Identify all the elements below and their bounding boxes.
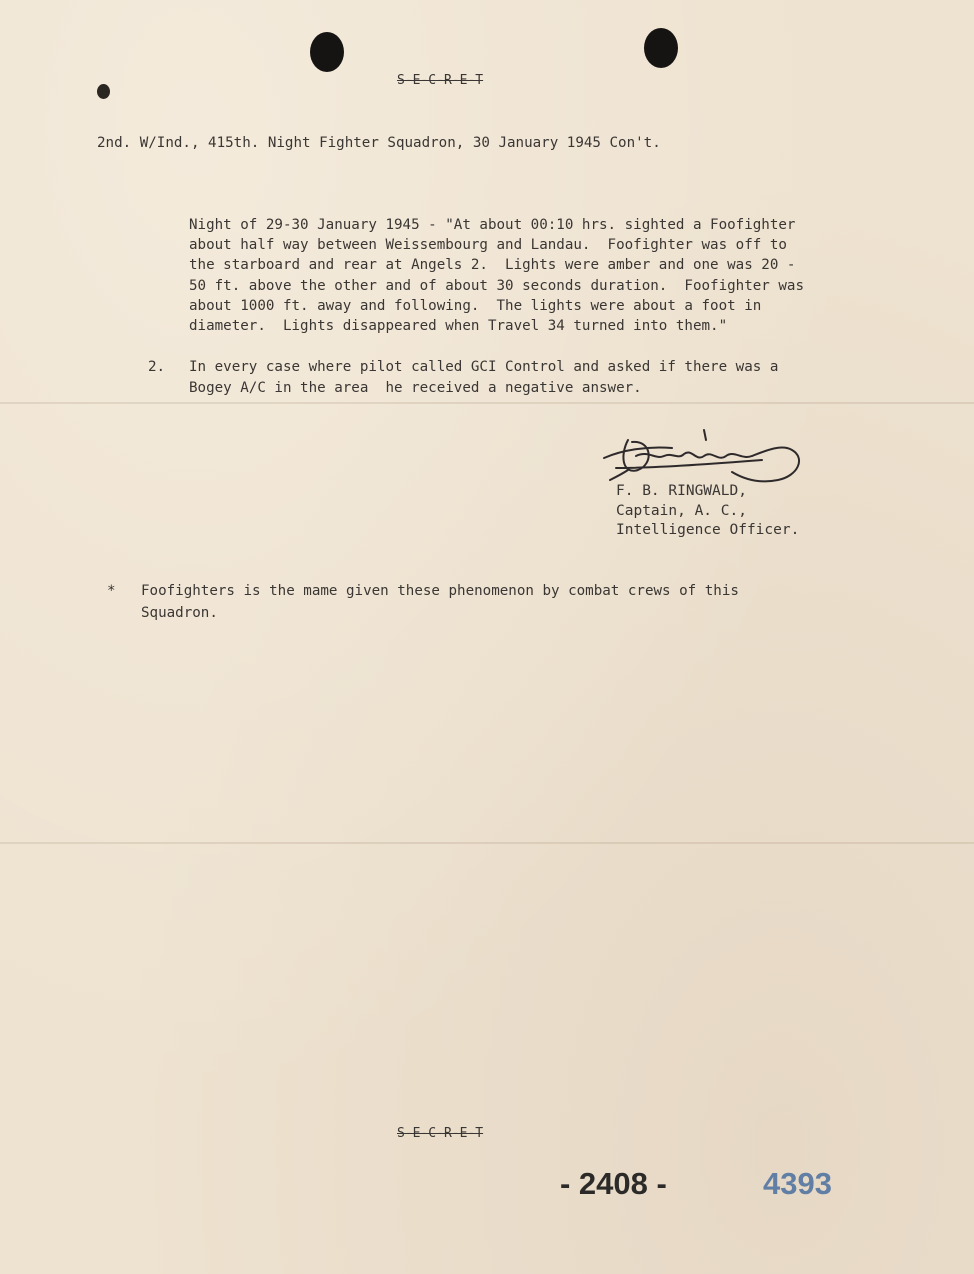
report-line: diameter. Lights disappeared when Travel 34 turned into them." [189,318,728,334]
paragraph-number: 2. [148,359,166,375]
punch-hole [310,32,344,72]
stamp-number: 4393 [763,1166,832,1201]
report-line: Night of 29-30 January 1945 - "At about 00:10 hrs. sighted a Foofighter [189,217,796,233]
signer-title: Intelligence Officer. [616,522,800,538]
paper-fold-line [0,842,974,844]
signer-rank: Captain, A. C., [616,503,747,519]
report-line: about half way between Weissembourg and Landau. Foofighter was off to [189,237,787,253]
report-line: about 1000 ft. away and following. The lights were about a foot in [189,298,762,314]
classification-bottom: S-E-C-R-E-T [397,1126,484,1141]
footnote-marker: * [107,583,116,599]
paper-fold-line [0,402,974,404]
footnote-line: Squadron. [141,605,218,621]
signer-name: F. B. RINGWALD, [616,483,747,499]
footnote-line: Foofighters is the mame given these phenomenon by combat crews of this [141,583,739,599]
document-header: 2nd. W/Ind., 415th. Night Fighter Squadron, 30 January 1945 Con't. [97,135,661,151]
report-line: the starboard and rear at Angels 2. Lights were amber and one was 20 - [189,257,796,273]
page-number: - 2408 - [560,1166,667,1201]
classification-top: S-E-C-R-E-T [397,73,484,88]
ink-blot [97,84,110,99]
report-line: 50 ft. above the other and of about 30 seconds duration. Foofighter was [189,278,804,294]
paragraph-line: In every case where pilot called GCI Control and asked if there was a [189,359,779,375]
paragraph-line: Bogey A/C in the area he received a negative answer. [189,380,642,396]
punch-hole [644,28,678,68]
